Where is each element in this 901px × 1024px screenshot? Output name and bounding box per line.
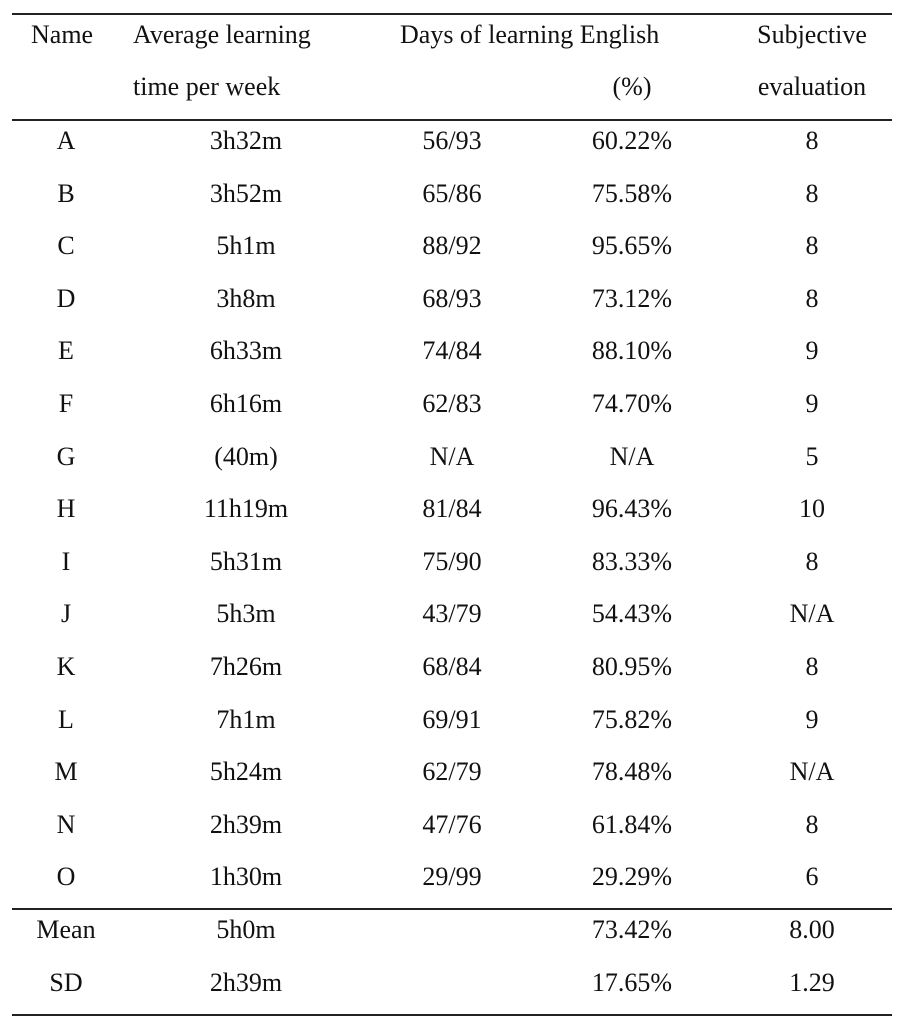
table-row	[0, 862, 901, 914]
cell-subjective: 8	[805, 231, 819, 261]
cell-name: I	[61, 546, 71, 576]
cell-subjective: 5	[805, 441, 819, 471]
cell-percent: 80.95%	[591, 652, 673, 681]
cell-percent: 29.29%	[591, 862, 673, 892]
cell-percent: 54.43%	[591, 599, 673, 629]
cell-name: N	[56, 809, 76, 839]
cell-name: J	[60, 599, 72, 629]
cell-average-time: (40m)	[214, 441, 278, 471]
cell-average-time: 5h31m	[209, 546, 283, 576]
table-row	[0, 231, 901, 283]
cell-subjective: N/A	[789, 757, 835, 787]
cell-days: 43/79	[422, 599, 482, 629]
cell-days: N/A	[429, 441, 475, 471]
cell-subjective: 8	[805, 809, 819, 839]
table-row	[0, 336, 901, 388]
cell-average-time: 6h16m	[209, 389, 283, 418]
cell-average-time: 7h26m	[209, 652, 283, 681]
table-row	[0, 442, 901, 494]
cell-average-time: 1h30m	[209, 862, 283, 892]
cell-percent: 74.70%	[591, 389, 673, 418]
cell-percent: 60.22%	[591, 126, 673, 155]
cell-percent: 73.42%	[591, 915, 673, 944]
table-top-rule	[12, 13, 892, 15]
table-row	[0, 284, 901, 336]
cell-average-time: 3h8m	[216, 283, 276, 313]
cell-percent: 17.65%	[591, 967, 673, 997]
cell-subjective: 10	[799, 494, 825, 524]
summary-rule	[12, 908, 892, 910]
cell-days: 75/90	[422, 546, 482, 576]
cell-days: 81/84	[422, 494, 482, 524]
cell-percent: 75.82%	[591, 704, 673, 734]
cell-subjective: 8	[805, 283, 819, 313]
cell-subjective: 9	[805, 704, 819, 734]
cell-percent: 95.65%	[591, 231, 673, 261]
header-name: Name	[31, 20, 94, 49]
cell-percent: N/A	[609, 441, 655, 471]
cell-name: F	[58, 389, 74, 418]
cell-percent: 88.10%	[591, 336, 673, 366]
table-row	[0, 494, 901, 546]
cell-average-time: 2h39m	[209, 809, 283, 839]
cell-name: Mean	[36, 915, 96, 944]
cell-percent: 73.12%	[591, 283, 673, 313]
cell-subjective: 6	[805, 862, 819, 892]
cell-name: D	[56, 283, 76, 313]
header-subjective-line1: Subjective	[757, 20, 867, 49]
cell-average-time: 5h24m	[209, 757, 283, 787]
table-row	[0, 652, 901, 704]
cell-average-time: 5h3m	[216, 599, 276, 629]
cell-subjective: 8	[805, 178, 819, 208]
cell-days: 62/79	[422, 757, 482, 787]
cell-name: H	[56, 494, 76, 524]
cell-name: O	[56, 862, 76, 892]
table-row	[0, 599, 901, 651]
cell-name: E	[58, 336, 74, 366]
cell-percent: 75.58%	[591, 178, 673, 208]
header-average-time-line1: Average learning	[133, 20, 311, 49]
table-row	[0, 126, 901, 178]
cell-name: C	[57, 231, 75, 261]
table-row	[0, 547, 901, 599]
cell-name: K	[56, 652, 76, 681]
table-row	[0, 705, 901, 757]
cell-average-time: 3h52m	[209, 178, 283, 208]
cell-days: 56/93	[422, 126, 482, 155]
cell-percent: 78.48%	[591, 757, 673, 787]
cell-days: 68/93	[422, 283, 482, 313]
cell-average-time: 6h33m	[209, 336, 283, 366]
table-row	[0, 179, 901, 231]
table-row	[0, 757, 901, 809]
cell-average-time: 3h32m	[209, 126, 283, 155]
cell-subjective: 9	[805, 389, 819, 418]
header-subjective-line2: evaluation	[757, 72, 867, 101]
cell-average-time: 5h1m	[216, 231, 276, 261]
cell-percent: 61.84%	[591, 809, 673, 839]
cell-name: B	[57, 178, 75, 208]
header-average-time-line2: time per week	[133, 72, 281, 101]
cell-subjective: 1.29	[789, 967, 835, 997]
cell-days: 65/86	[422, 178, 482, 208]
cell-subjective: 8.00	[789, 915, 835, 944]
cell-name: A	[56, 126, 76, 155]
table-row	[0, 389, 901, 441]
summary-row	[0, 915, 901, 967]
cell-days: 88/92	[422, 231, 482, 261]
cell-name: L	[58, 704, 74, 734]
cell-average-time: 2h39m	[209, 967, 283, 997]
cell-name: G	[56, 441, 76, 471]
header-days-line2: (%)	[612, 72, 652, 101]
cell-days: 74/84	[422, 336, 482, 366]
table-bottom-rule	[12, 1014, 892, 1016]
header-rule	[12, 119, 892, 121]
cell-average-time: 5h0m	[216, 915, 276, 944]
cell-days: 29/99	[422, 862, 482, 892]
cell-average-time: 7h1m	[216, 704, 276, 734]
cell-days: 68/84	[422, 652, 482, 681]
cell-days: 62/83	[422, 389, 482, 418]
cell-subjective: 8	[805, 546, 819, 576]
cell-percent: 96.43%	[591, 494, 673, 524]
cell-average-time: 11h19m	[203, 494, 289, 524]
cell-subjective: 8	[805, 126, 819, 155]
header-days-line1: Days of learning English	[400, 20, 660, 49]
cell-name: M	[54, 757, 78, 787]
summary-row	[0, 968, 901, 1020]
cell-days: 47/76	[422, 809, 482, 839]
cell-percent: 83.33%	[591, 546, 673, 576]
cell-subjective: 9	[805, 336, 819, 366]
table-row	[0, 810, 901, 862]
cell-name: SD	[49, 967, 83, 997]
cell-subjective: 8	[805, 652, 819, 681]
cell-days: 69/91	[422, 704, 482, 734]
cell-subjective: N/A	[789, 599, 835, 629]
